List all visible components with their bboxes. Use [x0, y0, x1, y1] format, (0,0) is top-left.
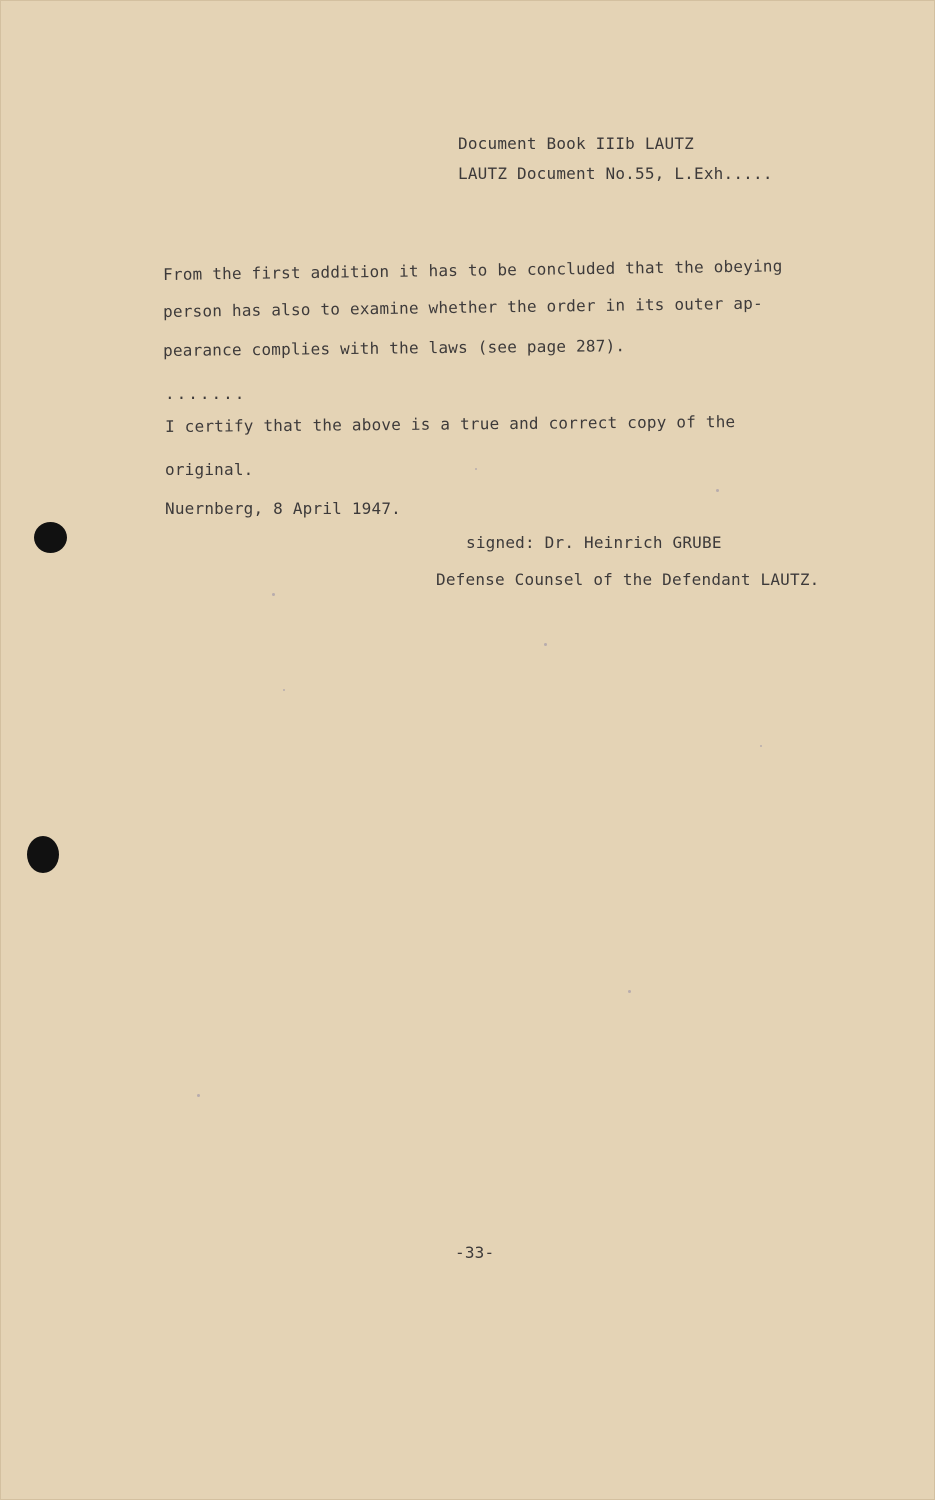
body-text-line: person has also to examine whether the order in its outer ap-: [162, 293, 763, 321]
exhibit-reference: LAUTZ Document No.55, L.Exh.....: [458, 164, 773, 183]
paper-speck: [272, 593, 275, 596]
punch-hole: [27, 836, 59, 873]
paper-speck: [475, 468, 477, 470]
paper-speck: [716, 489, 719, 492]
paper-speck: [197, 1094, 200, 1097]
punch-hole: [34, 522, 67, 553]
body-text-line: pearance complies with the laws (see page 287).: [162, 336, 626, 360]
page-number: -33-: [455, 1243, 495, 1262]
paper-speck: [760, 745, 762, 747]
paper-speck: [283, 689, 285, 691]
paper-speck: [544, 643, 547, 646]
document-book-reference: Document Book IIIb LAUTZ: [458, 134, 694, 153]
certification-text-line: I certify that the above is a true and correct copy of the: [164, 412, 736, 436]
signatory-title: Defense Counsel of the Defendant LAUTZ.: [436, 570, 820, 589]
body-text-line: From the first addition it has to be concluded that the obeying: [162, 256, 783, 284]
signature-line: signed: Dr. Heinrich GRUBE: [466, 533, 722, 552]
omission-dots: .......: [165, 384, 247, 403]
certification-text-line: original.: [165, 460, 254, 479]
paper-speck: [628, 990, 631, 993]
place-and-date: Nuernberg, 8 April 1947.: [165, 499, 401, 518]
